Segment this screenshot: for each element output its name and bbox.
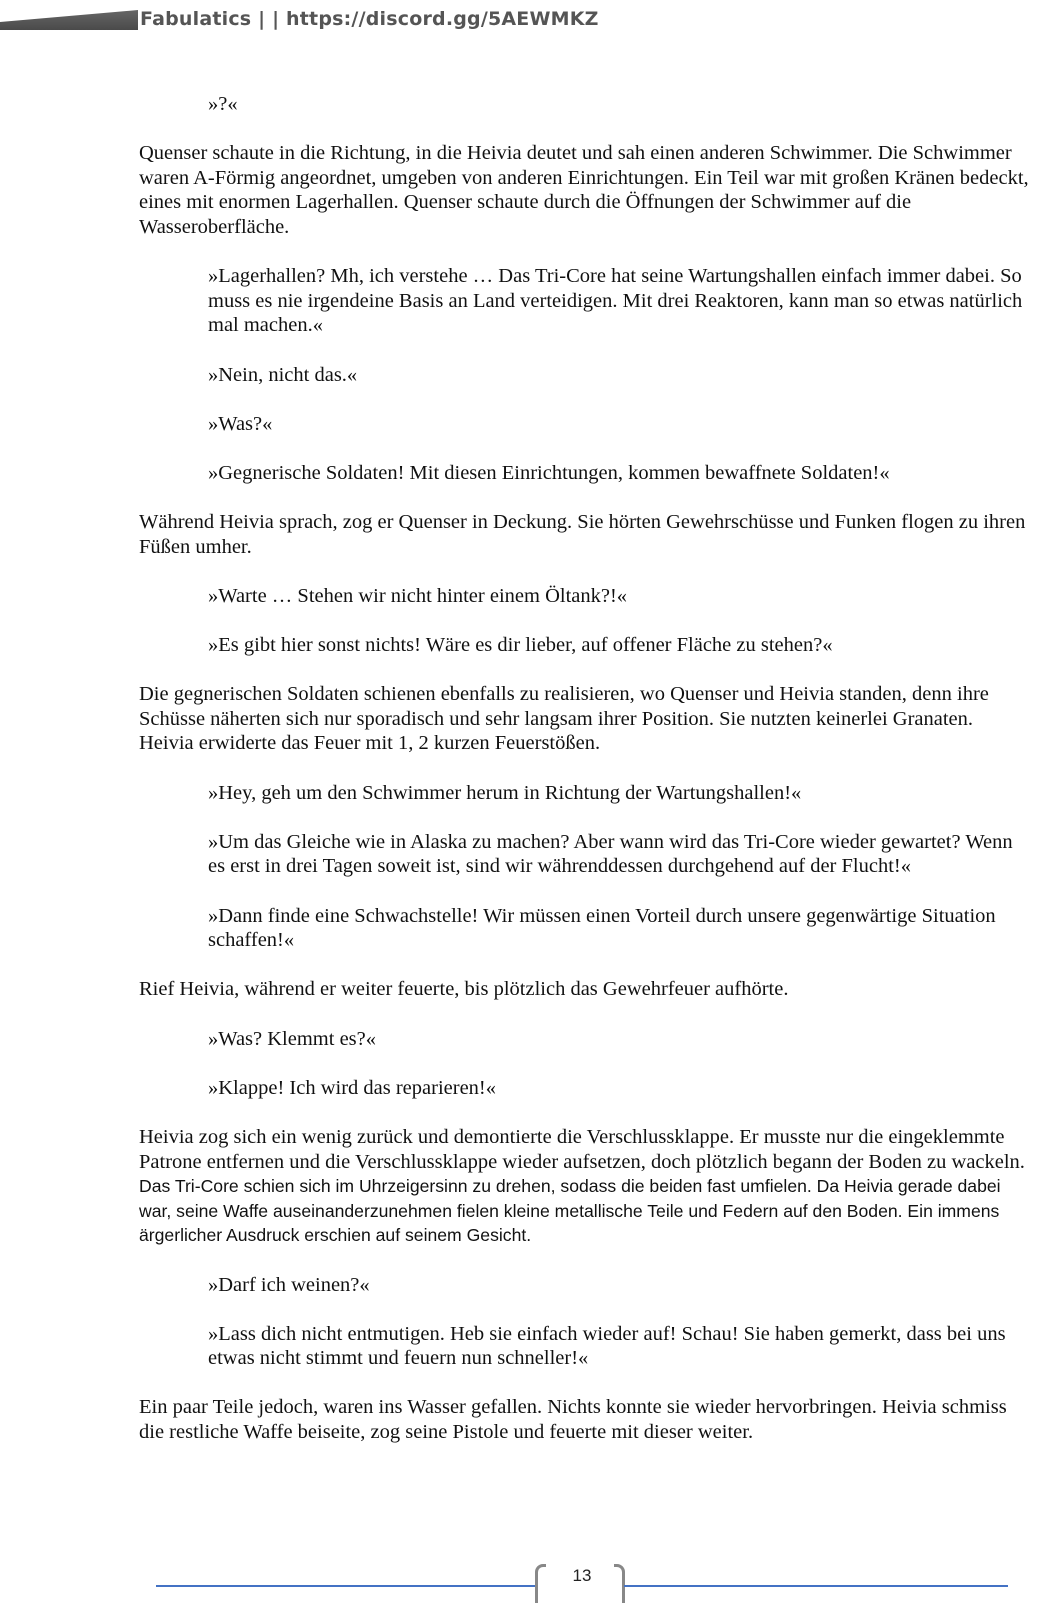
dialogue-paragraph: »Um das Gleiche wie in Alaska zu machen? Aber wann wird das Tri-Core wieder gewartet? Wenn es erst in drei Tagen soweit ist, sind wir währenddessen durchgehend auf der Flucht!« — [208, 830, 1013, 878]
narration-sans-part: Das Tri-Core schien sich im Uhrzeigersinn zu drehen, sodass die beiden fast umfielen. Da Heivia gerade dabei war, seine Waffe auseinanderzunehmen fielen kleine metallische Teile und Federn auf den Boden. Ein immens ärgerlicher Ausdruck erschien auf seinem Gesicht. — [139, 1176, 1001, 1246]
footer-rule-left — [156, 1585, 536, 1587]
page-number: 13 — [572, 1566, 592, 1585]
page-footer — [0, 1560, 1043, 1600]
dialogue-paragraph: »Klappe! Ich wird das reparieren!« — [208, 1076, 497, 1099]
dialogue-paragraph: »Darf ich weinen?« — [208, 1273, 370, 1296]
dialogue-paragraph: »Hey, geh um den Schwimmer herum in Richtung der Wartungshallen!« — [208, 781, 802, 804]
dialogue-paragraph: »?« — [208, 93, 238, 115]
header-decoration-bar — [0, 10, 138, 30]
dialogue-paragraph: »Was?« — [208, 412, 273, 435]
narration-paragraph: Quenser schaute in die Richtung, in die Heivia deutet und sah einen anderen Schwimmer. Die Schwimmer waren A-Förmig angeordnet, umgeben von anderen Einrichtungen. Ein Teil war mit großen Kränen bedeckt, eines mit enormen Lagerhallen. Quenser schaute durch die Öffnungen der Schwimmer auf die Wasseroberfläche. — [139, 142, 1029, 238]
dialogue-paragraph: »Gegnerische Soldaten! Mit diesen Einrichtungen, kommen bewaffnete Soldaten!« — [208, 461, 890, 484]
dialogue-paragraph: »Nein, nicht das.« — [208, 363, 358, 386]
header-title: Fabulatics | | https://discord.gg/5AEWMKZ — [140, 8, 599, 30]
footer-rule-right — [624, 1585, 1008, 1587]
footer-bracket-right — [614, 1564, 625, 1603]
dialogue-paragraph: »Was? Klemmt es?« — [208, 1027, 376, 1050]
document-body — [139, 92, 1029, 1445]
dialogue-paragraph: »Dann finde eine Schwachstelle! Wir müssen einen Vorteil durch unsere gegenwärtige Situation schaffen!« — [208, 904, 996, 952]
narration-paragraph-mixed — [139, 1125, 1029, 1248]
narration-serif-part: Heivia zog sich ein wenig zurück und demontierte die Verschlussklappe. Er musste nur die eingeklemmte Patrone entfernen und die Verschlussklappe wieder aufsetzen, doch plötzlich begann der Boden zu wackeln. — [139, 1125, 1025, 1173]
narration-paragraph: Rief Heivia, während er weiter feuerte, bis plötzlich das Gewehrfeuer aufhörte. — [139, 978, 789, 1001]
dialogue-paragraph: »Lagerhallen? Mh, ich verstehe … Das Tri-Core hat seine Wartungshallen einfach immer dabei. So muss es nie irgendeine Basis an Land verteidigen. Mit drei Reaktoren, kann man so etwas natürlich mal machen.« — [208, 265, 1023, 337]
narration-paragraph: Die gegnerischen Soldaten schienen ebenfalls zu realisieren, wo Quenser und Heivia standen, denn ihre Schüsse näherten sich nur sporadisch und sehr langsam ihrer Position. Sie nutzten keinerlei Granaten. Heivia erwiderte das Feuer mit 1, 2 kurzen Feuerstößen. — [139, 683, 989, 755]
dialogue-paragraph: »Lass dich nicht entmutigen. Heb sie einfach wieder auf! Schau! Sie haben gemerkt, dass bei uns etwas nicht stimmt und feuern nun schneller!« — [208, 1322, 1006, 1370]
dialogue-paragraph: »Warte … Stehen wir nicht hinter einem Öltank?!« — [208, 584, 628, 607]
footer-bracket-left — [535, 1564, 546, 1603]
narration-paragraph: Ein paar Teile jedoch, waren ins Wasser gefallen. Nichts konnte sie wieder hervorbringen. Heivia schmiss die restliche Waffe beiseite, zog seine Pistole und feuerte mit dieser weiter. — [139, 1396, 1007, 1444]
narration-paragraph: Während Heivia sprach, zog er Quenser in Deckung. Sie hörten Gewehrschüsse und Funken flogen zu ihren Füßen umher. — [139, 511, 1026, 558]
dialogue-paragraph: »Es gibt hier sonst nichts! Wäre es dir lieber, auf offener Fläche zu stehen?« — [208, 634, 833, 657]
